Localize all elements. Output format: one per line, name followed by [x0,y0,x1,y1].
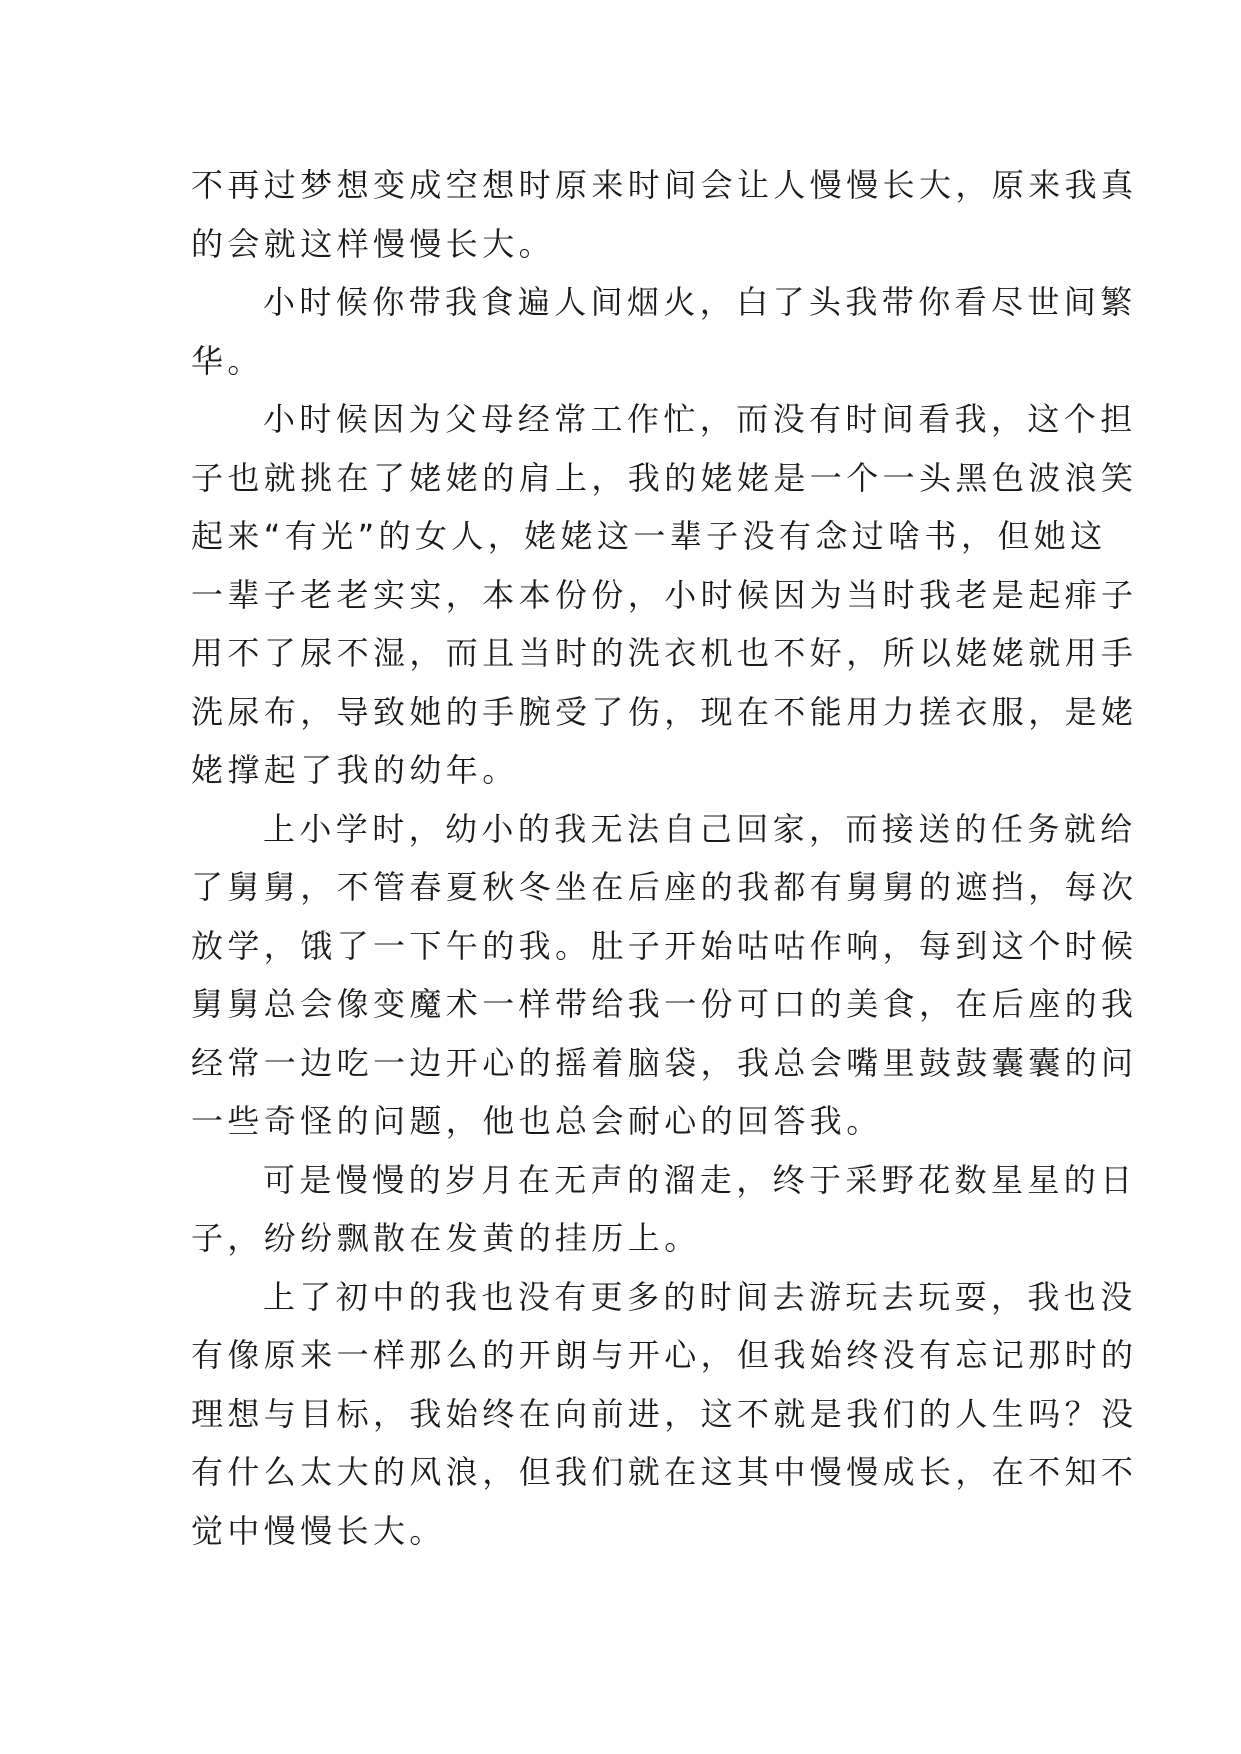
text-line: 一辈子老老实实，本本份份，小时候因为当时我老是起痱子 [191,575,1138,614]
paragraph-first-line: 可是慢慢的岁月在无声的溜走，终于采野花数星星的日 [263,1160,1137,1199]
text-line: 了舅舅，不管春夏秋冬坐在后座的我都有舅舅的遮挡，每次 [191,868,1138,906]
text-line: 舅舅总会像变魔术一样带给我一份可口的美食，在后座的我 [191,985,1138,1023]
document-body [191,156,1138,1560]
paragraph-first-line: 小时候因为父母经常工作忙，而没有时间看我，这个担 [263,400,1137,438]
text-line: 一些奇怪的问题，他也总会耐心的回答我。 [191,1102,883,1140]
text-line: 有像原来一样那么的开朗与开心，但我始终没有忘记那时的 [191,1336,1138,1374]
text-line: 放学，饿了一下午的我。肚子开始咕咕作响，每到这个时候 [191,926,1138,965]
text-line: 用不了尿不湿，而且当时的洗衣机也不好，所以姥姥就用手 [191,634,1138,672]
text-line: 子，纷纷飘散在发黄的挂历上。 [191,1219,701,1257]
text-line: 经常一边吃一边开心的摇着脑袋，我总会嘴里鼓鼓囊囊的问 [191,1043,1138,1082]
paragraph-first-line: 上了初中的我也没有更多的时间去游玩去玩耍，我也没 [263,1277,1137,1316]
text-line: 有什么太大的风浪，但我们就在这其中慢慢成长，在不知不 [191,1453,1138,1491]
text-line: 觉中慢慢长大。 [191,1511,446,1550]
text-line: 子也就挑在了姥姥的肩上，我的姥姥是一个一头黑色波浪笑 [191,458,1138,497]
text-line: 不再过梦想变成空想时原来时间会让人慢慢长大，原来我真 [191,166,1138,204]
text-line: 洗尿布，导致她的手腕受了伤，现在不能用力搓衣服，是姥 [191,692,1138,731]
text-line: 华。 [191,341,264,380]
text-line: 起来“有光”的女人，姥姥这一辈子没有念过啥书，但她这 [191,517,1107,555]
paragraph-first-line: 小时候你带我食遍人间烟火，白了头我带你看尽世间繁 [263,283,1137,321]
paragraph-first-line: 上小学时，幼小的我无法自己回家，而接送的任务就给 [263,809,1137,848]
text-line: 姥撑起了我的幼年。 [191,751,519,789]
text-line: 的会就这样慢慢长大。 [191,224,556,263]
text-line: 理想与目标，我始终在向前进，这不就是我们的人生吗？没 [191,1394,1138,1433]
